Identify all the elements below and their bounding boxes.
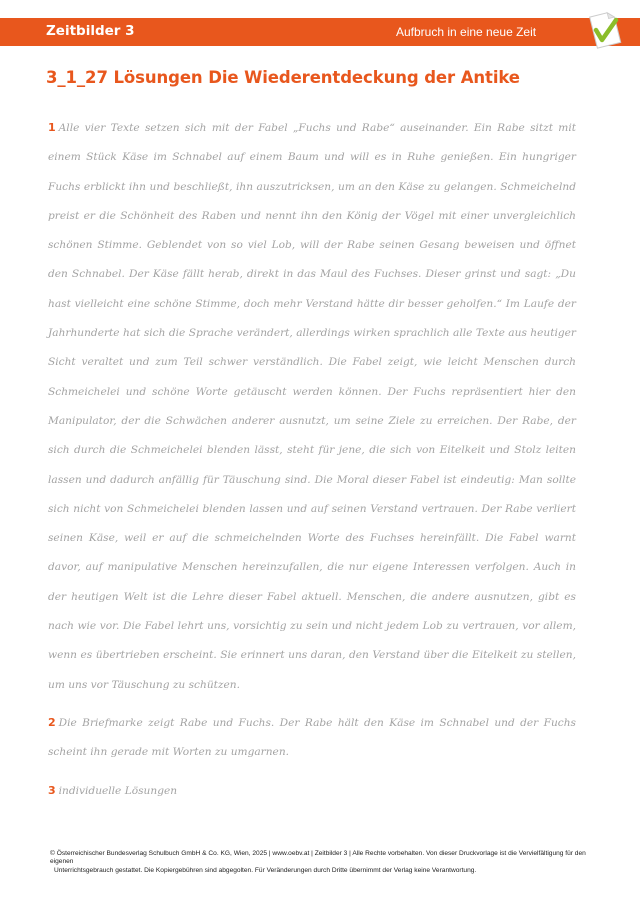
answer-text: individuelle Lösungen bbox=[58, 784, 178, 797]
answer-3 bbox=[48, 776, 576, 806]
answer-text: Die Briefmarke zeigt Rabe und Fuchs. Der Rabe hält den Käse im Schnabel und der Fuchs scheint ihn gerade mit Worten zu umgarnen. bbox=[48, 716, 576, 759]
footer-line: © Österreichischer Bundesverlag Schulbuch GmbH & Co. KG, Wien, 2025 | www.oebv.at | Zeitbilder 3 | Alle Rechte vorbehalten. Von dieser Druckvorlage ist die Vervielfältigung für den eigenen bbox=[50, 850, 586, 866]
answer-number: 1 bbox=[48, 121, 56, 134]
footer-line: Unterrichtsgebrauch gestattet. Die Kopiergebühren sind abgegolten. Für Veränderungen durch Dritte übernimmt der Verlag keine Verantwortung. bbox=[54, 866, 477, 874]
answer-text: Alle vier Texte setzen sich mit der Fabel „Fuchs und Rabe“ auseinander. Ein Rabe sitzt mit einem Stück Käse im Schnabel auf einem Baum und will es in Ruhe genießen. Ein hungriger Fuchs erblickt ihn und beschließt, ihn auszutricksen, um an den Käse zu gelangen. Schmeichelnd preist er die Schönheit des Raben und nennt ihn den König der Vögel mit einer unvergleichlich schönen Stimme. Geblendet von so viel Lob, will der Rabe seinen Gesang beweisen und öffnet den Schnabel. Der Käse fällt herab, direkt in das Maul des Fuchses. Dieser grinst und sagt: „Du hast vielleicht eine schöne Stimme, doch mehr Verstand hätte dir besser geholfen.“ Im Laufe der Jahrhunderte hat sich die Sprache verändert, allerdings wirken sprachlich alle Texte aus heutiger Sicht veraltet und zum Teil schwer verständlich. Die Fabel zeigt, wie leicht Menschen durch Schmeichelei und schöne Worte getäuscht werden können. Der Fuchs repräsentiert hier den Manipulator, der die Schwächen anderer ausnutzt, um seine Ziele zu erreichen. Der Rabe, der sich durch die Schmeichelei blenden lässt, steht für jene, die sich von Eitelkeit und Stolz leiten lassen und dadurch anfällig für Täuschung sind. Die Moral dieser Fabel ist eindeutig: Man sollte sich nicht von Schmeichelei blenden lassen und auf seinen Verstand vertrauen. Der Rabe verliert seinen Käse, weil er auf die schmeichelnden Worte des Fuchses hereinfällt. Die Fabel warnt davor, auf manipulative Menschen hereinzufallen, die nur eigene Interessen verfolgen. Auch in der heutigen Welt ist die Lehre dieser Fabel aktuell. Menschen, die andere ausnutzen, gibt es nach wie vor. Die Fabel lehrt uns, vorsichtig zu sein und nicht jedem Lob zu vertrauen, vor allem, wenn es übertrieben erscheint. Sie erinnert uns daran, den Verstand über die Eitelkeit zu stellen, um uns vor Täuschung zu schützen. bbox=[48, 122, 576, 691]
answer-1 bbox=[48, 113, 576, 700]
answers-section bbox=[48, 113, 576, 806]
answer-number: 3 bbox=[48, 783, 56, 797]
copyright-footer bbox=[50, 850, 602, 875]
answer-number: 2 bbox=[48, 715, 56, 729]
header-bar bbox=[0, 18, 640, 46]
answer-2 bbox=[48, 708, 576, 768]
worksheet-checkmark-icon bbox=[583, 8, 625, 50]
page-title: 3_1_27 Lösungen Die Wiederentdeckung der Antike bbox=[46, 68, 520, 87]
chapter-title: Aufbruch in eine neue Zeit bbox=[396, 25, 537, 39]
series-title: Zeitbilder 3 bbox=[46, 23, 135, 39]
